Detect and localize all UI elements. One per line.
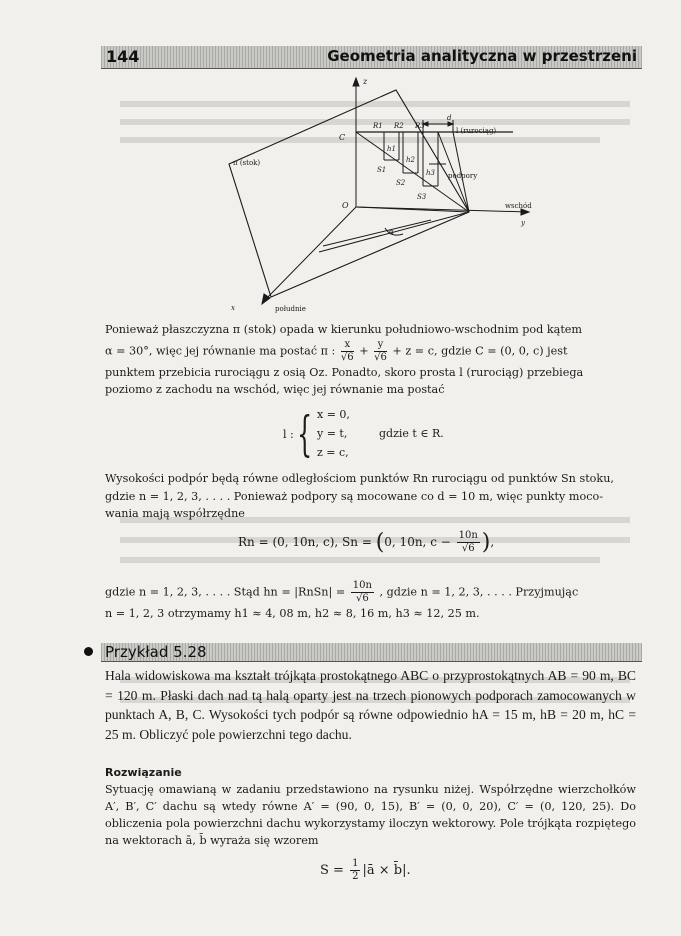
label-poludnie: południe [275, 305, 306, 313]
para2-line-c: wania mają współrzędne [105, 507, 245, 520]
para1-plus: + [359, 344, 369, 357]
para1-line-b1: α = 30°, więc jej równanie ma postać π : [105, 344, 336, 357]
slope-plane [229, 90, 469, 297]
para2-line-b: gdzie n = 1, 2, 3, . . . . Ponieważ podpory są mocowane co d = 10 m, więc punkty moco- [105, 489, 603, 503]
running-header [101, 46, 642, 69]
label-S3: S3 [417, 193, 427, 201]
running-title: Geometria analityczna w przestrzeni [327, 47, 637, 65]
label-S2: S2 [396, 179, 406, 187]
slope-pipeline-diagram [203, 72, 533, 316]
system-condition: gdzie t ∈ R. [379, 427, 444, 440]
fraction-10n-over-sqrt6: $\frac{10n}{√6}$ [458, 530, 478, 554]
label-x: x [231, 304, 235, 312]
label-R3: R3 [415, 122, 425, 130]
formula-left: S = [320, 863, 344, 878]
z-axis-arrow [353, 78, 359, 86]
para1-line-b2: + z = c, gdzie C = (0, 0, c) jest [392, 344, 568, 357]
coordinates-formula: Rn = (0, 10n, c), Sn = (0, 10n, c − $\frac{10n}{√6}$ ), [238, 530, 495, 555]
fraction-y-over-sqrt6: $\frac{y}{√6}$ [374, 338, 387, 363]
coords-inner: 0, 10n, c − [384, 535, 451, 549]
system-line-3: z = c, [317, 446, 349, 459]
para1-line-a: Ponieważ płaszczyzna π (stok) opada w kierunku południowo-wschodnim pod kątem [105, 323, 583, 336]
label-wschod: wschód [505, 202, 532, 210]
label-R1: R1 [373, 122, 383, 130]
system-line-1: x = 0, [317, 408, 350, 421]
label-S1: S1 [377, 166, 387, 174]
para3-line-a2: , gdzie n = 1, 2, 3, . . . . Przyjmując [379, 585, 579, 599]
label-h3: h3 [426, 169, 435, 177]
system-label: l : [283, 428, 294, 441]
label-C: C [339, 133, 346, 142]
example-text: Hala widowiskowa ma kształt trójkąta prostokątnego ABC o przyprostokątnych AB = 90 m, BC = 120 m. Płaski dach nad tą halą oparty jest na trzech pionowych podporach zamocowanych w punktach A, B, C. Wysokości tych podpór są równe odpowiednio hA = 15 m, hB = 20 m, hC = 25 m. Obliczyć pole powierzchni tego dachu. [105, 668, 636, 743]
label-d: d [447, 114, 452, 122]
para2-line-a: Wysokości podpór będą równe odległościom punktów Rn rurociągu od punktów Sn stoku, [105, 472, 614, 485]
solution-text: Sytuację omawianą w zadaniu przedstawiono na rysunku niżej. Współrzędne wierzchołków A′, B′, C′ dachu są wtedy równe A′ = (90, 0, 15), B′ = (0, 0, 20), C′ = (0, 120, 25). Do obliczenia pola powierzchni dachu wykorzystamy iloczyn wektorowy. Pole trójkąta rozpiętego na wektorach ā, b̄ wyraża się wzorem [105, 783, 636, 847]
fraction-one-half: $\frac{1}{2}$ [352, 858, 359, 882]
fraction-hn: $\frac{10n}{√6}$ [352, 580, 372, 604]
label-y: y [521, 219, 525, 227]
solution-title: Rozwiązanie [105, 766, 182, 779]
label-z: z [363, 77, 368, 86]
system-brace: { [297, 406, 313, 462]
para1-line-d: poziomo z zachodu na wschód, więc jej równanie ma postać [105, 383, 445, 396]
para3-line-a1: gdzie n = 1, 2, 3, . . . . Stąd hn = |RnSn| = [105, 585, 346, 599]
formula-right: |ā × b̄|. [362, 863, 411, 878]
system-line-2: y = t, [317, 427, 348, 440]
label-podpory: podpory [448, 172, 478, 180]
label-h1: h1 [387, 145, 396, 153]
example-bullet [84, 647, 93, 656]
line-equation-system [283, 408, 483, 466]
coords-close: , [490, 535, 495, 549]
label-O: O [342, 201, 349, 210]
x-axis [265, 207, 356, 300]
d-arrow-right [448, 122, 453, 126]
label-rurociag: l (rurociąg) [456, 127, 497, 135]
label-stok: π (stok) [233, 159, 261, 167]
label-angle: α [389, 228, 394, 236]
paragraph-height-values [105, 580, 638, 623]
coords-left: Rn = (0, 10n, c), Sn = [238, 535, 372, 549]
label-h2: h2 [406, 156, 415, 164]
page-number: 144 [106, 47, 140, 66]
plane-trace-lower [319, 212, 469, 252]
paragraph-plane-equation [105, 321, 638, 399]
label-R2: R2 [394, 122, 404, 130]
example-header [101, 643, 642, 662]
fraction-x-over-sqrt6: $\frac{x}{√6}$ [340, 338, 354, 363]
paragraph-support-heights [105, 470, 638, 523]
para1-line-c: punktem przebicia rurociągu z osią Oz. Ponadto, skoro prosta l (rurociąg) przebiega [105, 365, 584, 379]
example-title: Przykład 5.28 [105, 643, 207, 661]
area-formula [320, 858, 411, 883]
para3-line-b: n = 1, 2, 3 otrzymamy h1 ≈ 4, 08 m, h2 ≈ 8, 16 m, h3 ≈ 12, 25 m. [105, 607, 480, 620]
